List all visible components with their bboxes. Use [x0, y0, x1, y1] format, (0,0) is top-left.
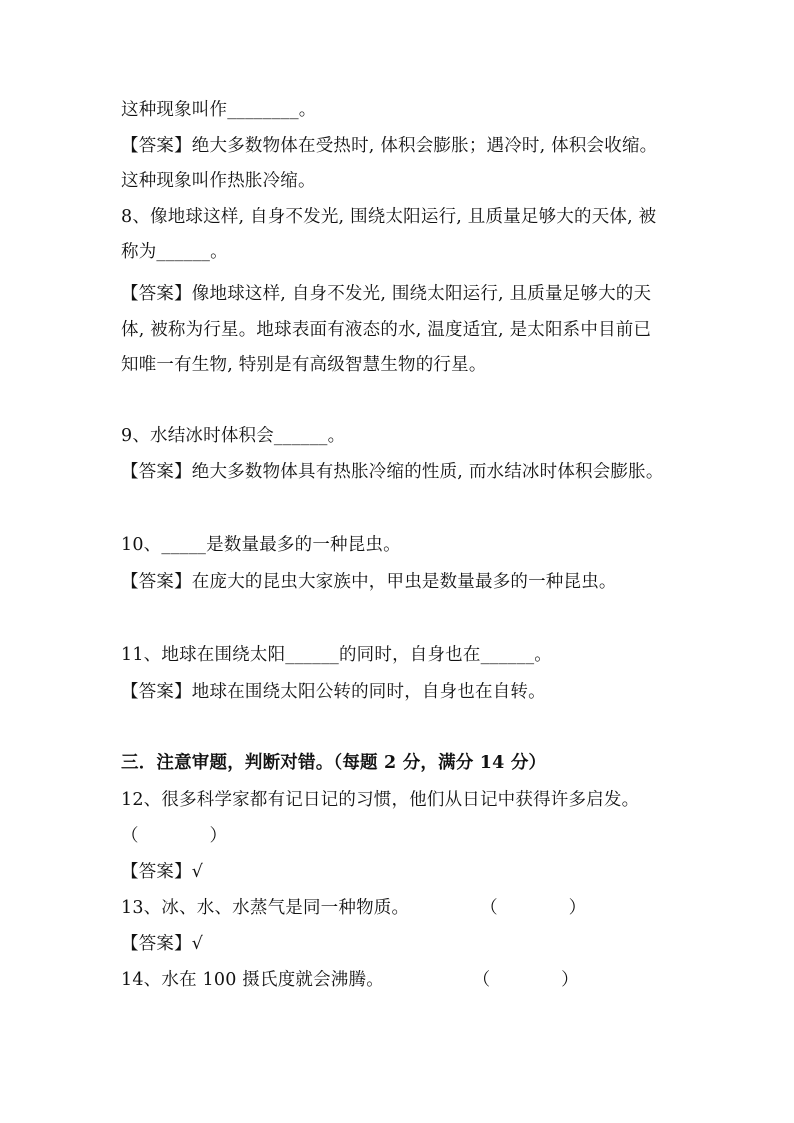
question-8-line-2: 称为______。: [121, 242, 228, 262]
section-3-heading: 三．注意审题，判断对错。（每题 2 分，满分 14 分）: [121, 753, 547, 773]
question-13: 13、冰、水、水蒸气是同一种物质。 （ ）: [121, 898, 587, 918]
answer-8-line-1: 【答案】像地球这样, 自身不发光, 围绕太阳运行, 且质量足够大的天: [121, 284, 652, 304]
answer-8-line-3: 知唯一有生物, 特别是有高级智慧生物的行星。: [121, 355, 487, 375]
answer-13: 【答案】√: [121, 934, 204, 954]
question-11: 11、地球在围绕太阳______的同时，自身也在______。: [121, 645, 552, 665]
answer-7-line-1: 【答案】绝大多数物体在受热时, 体积会膨胀；遇冷时, 体积会收缩。: [121, 136, 658, 156]
question-14: 14、水在 100 摄氏度就会沸腾。 （ ）: [121, 970, 579, 990]
question-8-line-1: 8、像地球这样, 自身不发光, 围绕太阳运行, 且质量足够大的天体, 被: [121, 207, 657, 227]
question-12: 12、很多科学家都有记日记的习惯，他们从日记中获得许多启发。: [121, 790, 640, 810]
answer-11: 【答案】地球在围绕太阳公转的同时，自身也在自转。: [121, 682, 546, 702]
answer-8-line-2: 体, 被称为行星。地球表面有液态的水, 温度适宜, 是太阳系中目前已: [121, 320, 652, 340]
answer-12: 【答案】√: [121, 862, 204, 882]
question-10: 10、_____是数量最多的一种昆虫。: [121, 535, 401, 555]
answer-7-line-2: 这种现象叫作热胀冷缩。: [121, 171, 316, 191]
question-12-bracket: （ ）: [121, 826, 228, 846]
question-9: 9、水结冰时体积会______。: [121, 426, 346, 446]
answer-10: 【答案】在庞大的昆虫大家族中，甲虫是数量最多的一种昆虫。: [121, 572, 617, 592]
answer-9: 【答案】绝大多数物体具有热胀冷缩的性质, 而水结冰时体积会膨胀。: [121, 462, 664, 482]
question-7-continuation: 这种现象叫作________。: [121, 100, 317, 120]
